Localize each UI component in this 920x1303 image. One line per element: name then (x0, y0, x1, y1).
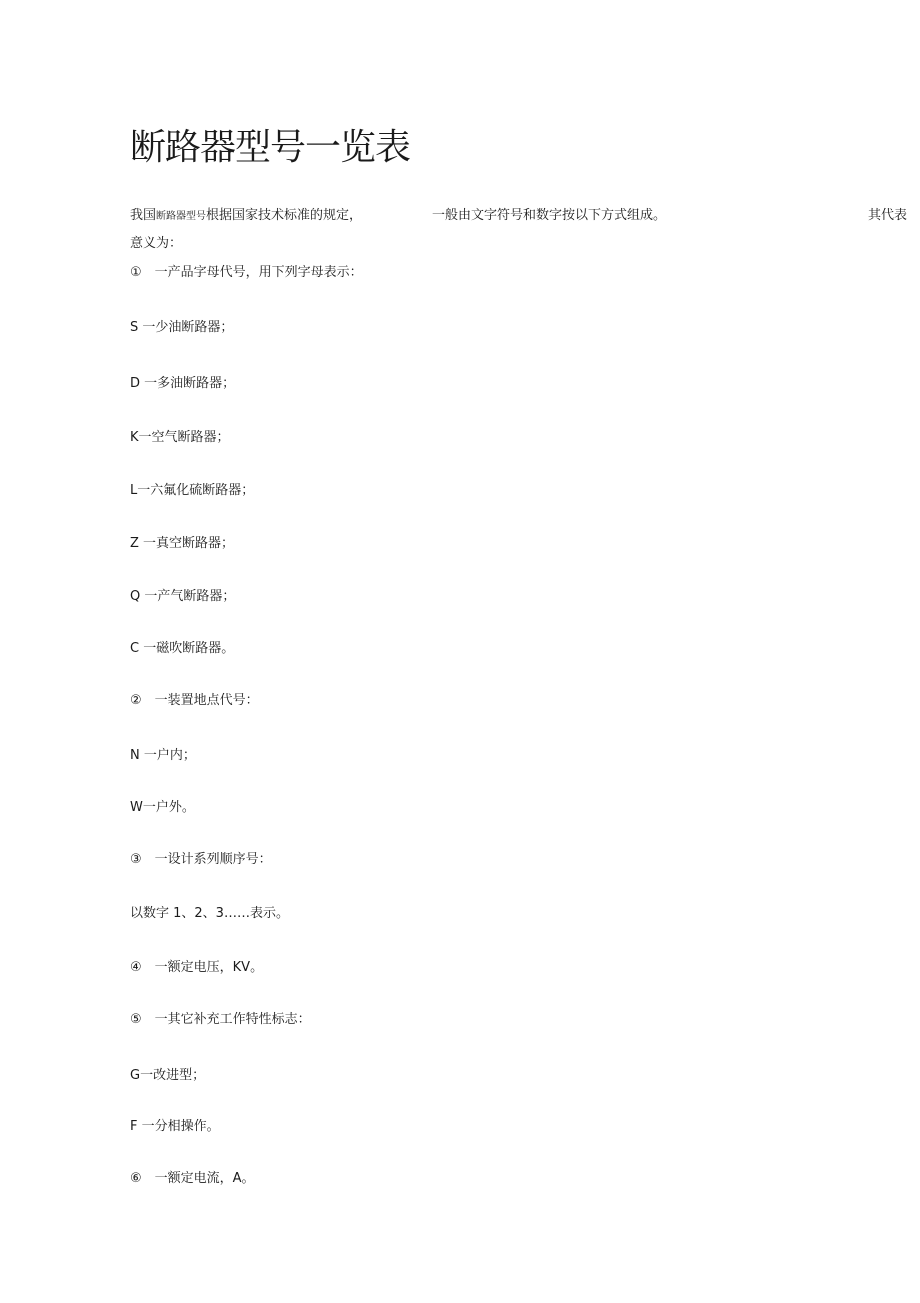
item-z-vacuum: Z 一真空断路器； (130, 536, 235, 551)
item-d-oil-bulk: D 一多油断路器； (130, 376, 236, 391)
item-series-number-desc: 以数字 1、2、3……表示。 (130, 906, 289, 921)
item-s-oil-minimum: S 一少油断路器； (130, 320, 234, 335)
item-k-air: K一空气断路器； (130, 430, 230, 445)
item-q-gas-generating: Q 一产气断路器； (130, 589, 236, 604)
intro-text-b: 根据国家技术标准的规定， (206, 208, 363, 223)
item-n-indoor: N 一户内； (130, 748, 196, 763)
intro-line-part2: 一般由文字符号和数字按以下方式组成。 (432, 208, 667, 223)
item-c-magnetic-blow: C 一磁吹断路器。 (130, 641, 235, 656)
intro-text-a: 我国 (130, 208, 157, 223)
item-location-code-heading: ② 一装置地点代号： (130, 693, 259, 708)
intro-line-part1 (130, 207, 362, 226)
item-series-number-heading: ③ 一设计系列顺序号： (130, 852, 272, 867)
intro-text-small: 断路器型号 (156, 211, 207, 222)
item-w-outdoor: W一户外。 (130, 800, 195, 815)
item-rated-current: ⑥ 一额定电流，A。 (130, 1171, 255, 1186)
item-f-phase-operation: F 一分相操作。 (130, 1119, 220, 1134)
page-title: 断路器型号一览表 (130, 127, 411, 168)
item-g-improved: G一改进型； (130, 1068, 206, 1083)
item-product-code-heading: ① 一产品字母代号，用下列字母表示： (130, 265, 363, 280)
intro-line-2: 意义为： (130, 236, 183, 251)
intro-line-part3: 其代表 (868, 208, 908, 223)
item-extra-features-heading: ⑤ 一其它补充工作特性标志： (130, 1012, 311, 1027)
item-l-sf6: L一六氟化硫断路器； (130, 483, 255, 498)
item-rated-voltage: ④ 一额定电压，KV。 (130, 960, 264, 975)
